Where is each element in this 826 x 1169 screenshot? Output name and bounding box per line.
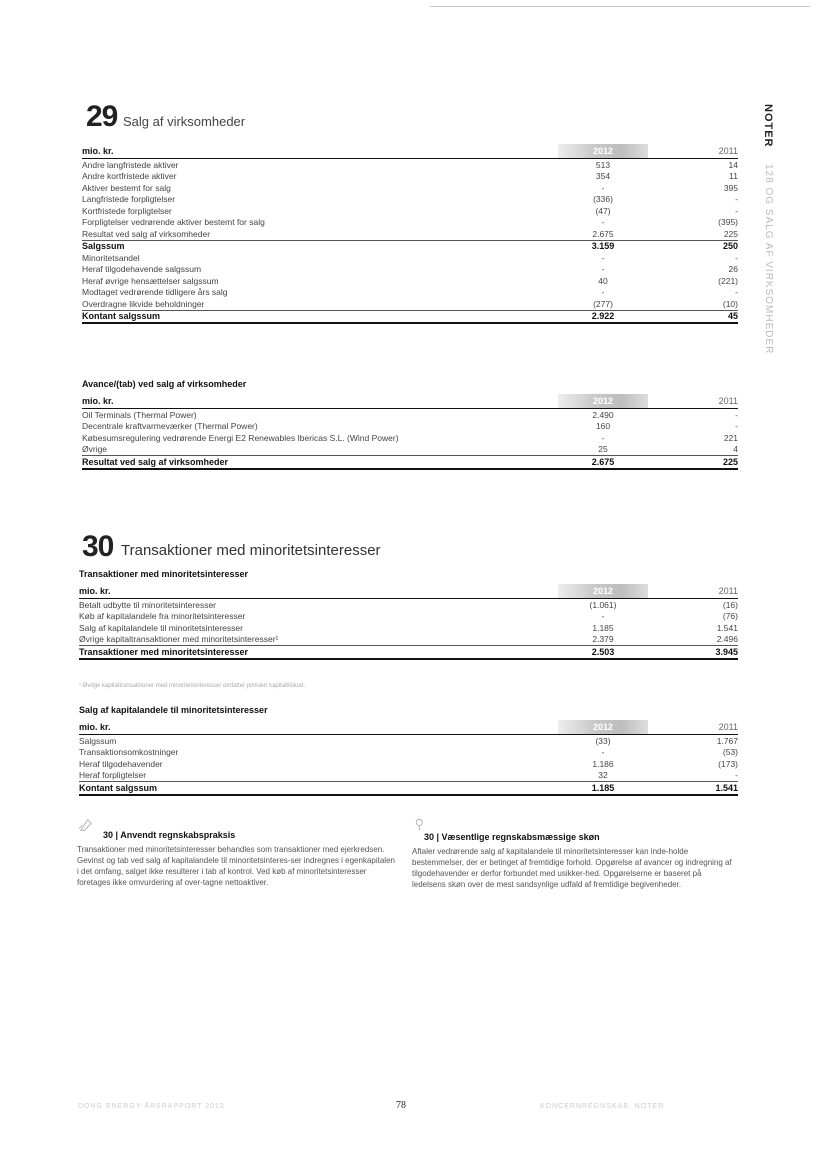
section-30-title: Transaktioner med minoritetsinteresser	[121, 542, 381, 559]
row-label: Andre kortfristede aktiver	[82, 171, 177, 182]
col-gap	[648, 720, 688, 735]
table-row	[82, 159, 738, 171]
col-gap	[648, 205, 688, 217]
value-2011: 14	[728, 159, 738, 170]
row-label: Minoritetsandel	[82, 252, 140, 263]
col-header-2011: 2011	[688, 720, 738, 735]
row-label: Resultat ved salg af virksomheder	[82, 228, 558, 240]
col-gap	[648, 287, 688, 299]
table-row	[79, 611, 738, 623]
value-2012: 2.503	[558, 646, 648, 659]
table-row	[79, 634, 738, 646]
col-gap	[648, 194, 688, 206]
table-header-row	[82, 394, 738, 409]
value-2012: -	[601, 264, 605, 275]
row-label: Modtaget vedrørende tidligere års salg	[82, 287, 228, 298]
col-gap	[648, 782, 688, 795]
value-2012: -	[601, 611, 605, 622]
row-label: Transaktioner med minoritetsinteresser	[79, 646, 558, 659]
table-sales-of-businesses	[82, 144, 738, 324]
col-gap	[648, 159, 688, 171]
col-gap	[648, 394, 688, 409]
value-2011: (221)	[718, 275, 738, 286]
col-gap	[648, 144, 688, 159]
col-gap	[648, 634, 688, 646]
value-2012: -	[601, 217, 605, 228]
table-row	[79, 646, 738, 659]
col-gap	[648, 421, 688, 433]
table-row	[82, 310, 738, 323]
value-2011: (53)	[722, 747, 738, 758]
value-2011: 3.945	[688, 646, 738, 659]
col-gap	[648, 444, 688, 456]
value-2011: 250	[722, 241, 738, 252]
note-right-title: 30 | Væsentlige regnskabsmæssige skøn	[424, 832, 600, 842]
col-gap	[648, 584, 688, 599]
row-label: Langfristede forpligtelser	[82, 194, 176, 205]
section-29-number: 29	[86, 100, 118, 133]
value-2012: (336)	[593, 194, 613, 205]
col-header-2012: 2012	[558, 720, 648, 735]
table-header-row	[79, 584, 738, 599]
value-2011: (76)	[722, 611, 738, 622]
value-2011: 225	[688, 456, 738, 469]
table-row	[82, 421, 738, 433]
col-gap	[648, 264, 688, 276]
col-gap	[648, 217, 688, 229]
value-2011: -	[735, 287, 738, 298]
value-2012: 1.185	[592, 622, 614, 633]
value-2011: 45	[688, 310, 738, 323]
col-gap	[648, 252, 688, 264]
row-label: Kontant salgssum	[82, 310, 558, 323]
value-2011: 1.541	[716, 622, 738, 633]
col-header-2011: 2011	[688, 144, 738, 159]
value-2012: (47)	[595, 205, 611, 216]
table-row	[82, 409, 738, 421]
value-2012: 513	[595, 159, 611, 170]
note-right-body: Aftaler vedrørende salg af kapitalandele til minoritetsinteresser kan inde-holde bestemmelser, der er betinget af fremtidige forhold. Opgørelse af avancer og indregning af tilgodehavender er derfor forbundet med usikker-hed. Opgørelserne er baseret på ledelsens skøn over de mest sandsynlige udfald af fremtidige begivenheder.	[412, 847, 732, 889]
col-gap	[648, 758, 688, 770]
table-row	[82, 287, 738, 299]
table-sale-shares	[79, 720, 738, 796]
note-left-title: 30 | Anvendt regnskabspraksis	[103, 830, 236, 840]
col-gap	[648, 409, 688, 421]
value-2012: -	[601, 432, 605, 443]
table-gain-title: Avance/(tab) ved salg af virksomheder	[82, 379, 247, 389]
col-header-label: mio. kr.	[82, 144, 558, 159]
value-2012: 40	[598, 275, 608, 286]
table-row	[82, 432, 738, 444]
row-label: Heraf tilgodehavender	[79, 758, 163, 769]
table-row	[82, 194, 738, 206]
row-label: Heraf øvrige hensættelser salgssum	[82, 275, 219, 286]
row-label: Transaktionsomkostninger	[79, 747, 179, 758]
col-gap	[648, 171, 688, 183]
col-header-2011: 2011	[688, 394, 738, 409]
row-label: Øvrige kapitaltransaktioner med minoritetsinteresser¹	[79, 634, 558, 646]
value-2011: -	[735, 194, 738, 205]
col-gap	[648, 298, 688, 310]
table-row	[79, 782, 738, 795]
row-label: Salg af kapitalandele til minoritetsinteresser	[79, 622, 243, 633]
value-2012: 25	[558, 444, 648, 456]
col-gap	[648, 275, 688, 287]
row-label: Heraf forpligtelser	[79, 770, 558, 782]
table-row	[79, 622, 738, 634]
value-2012: -	[601, 747, 605, 758]
value-2011: 2.496	[688, 634, 738, 646]
value-2011: (16)	[722, 599, 738, 610]
value-2012: 2.490	[592, 409, 614, 420]
value-2011: -	[735, 205, 738, 216]
value-2012: 32	[558, 770, 648, 782]
col-gap	[648, 770, 688, 782]
col-header-label: mio. kr.	[79, 584, 558, 599]
value-2012: -	[601, 182, 605, 193]
col-header-label: mio. kr.	[82, 394, 558, 409]
col-gap	[648, 432, 688, 444]
value-2011: (395)	[718, 217, 738, 228]
col-gap	[648, 735, 688, 747]
light-bulb-icon	[77, 818, 95, 832]
value-2011: 11	[729, 171, 738, 182]
row-label: Oil Terminals (Thermal Power)	[82, 409, 197, 420]
value-2011: 1.767	[716, 735, 738, 746]
note-left-body: Transaktioner med minoritetsinteresser behandles som transaktioner med ejerkredsen. Gevinst og tab ved salg af kapitalandele til minoritetsinteres-ser indregnes i egenkapitalen i det omfang, salget ikke resulterer i tab af kontrol. Ved køb af minoritetsinteresser foretages ikke omvurdering af over-tagne nettoaktiver.	[77, 845, 395, 887]
value-2012: (277)	[558, 298, 648, 310]
table-row	[82, 444, 738, 456]
row-label: Betalt udbytte til minoritetsinteresser	[79, 599, 217, 610]
table-row	[82, 252, 738, 264]
value-2011: 225	[688, 228, 738, 240]
value-2011: -	[688, 770, 738, 782]
table-row	[79, 735, 738, 747]
table-gain-loss	[82, 394, 738, 470]
row-label: Køb af kapitalandele fra minoritetsinteresser	[79, 611, 246, 622]
col-gap	[648, 611, 688, 623]
magnifier-icon	[412, 818, 430, 832]
row-label: Kontant salgssum	[79, 782, 558, 795]
table-header-row	[79, 720, 738, 735]
value-2011: 26	[728, 264, 738, 275]
table-row	[82, 171, 738, 183]
value-2012: (33)	[595, 735, 611, 746]
table-row	[82, 275, 738, 287]
value-2011: -	[735, 409, 738, 420]
row-label: Øvrige	[82, 444, 558, 456]
row-label: Resultat ved salg af virksomheder	[82, 456, 558, 469]
table-row	[79, 599, 738, 611]
value-2011: (173)	[718, 758, 738, 769]
footer-right: KONCERNREGNSKAB, NOTER	[540, 1103, 665, 1110]
table-row	[82, 182, 738, 194]
col-header-2012: 2012	[558, 394, 648, 409]
table-row	[82, 264, 738, 276]
section-30-number: 30	[82, 530, 114, 563]
value-2012: -	[601, 287, 605, 298]
value-2011: 395	[723, 182, 738, 193]
footnote: ¹ Øvrige kapitaltransaktioner med minoritetsinteresser omfatter primært kapitaltilskud.	[79, 683, 306, 689]
col-gap	[648, 228, 688, 240]
row-label: Købesumsregulering vedrørende Energi E2 Renewables Ibericas S.L. (Wind Power)	[82, 432, 399, 443]
table-row	[79, 758, 738, 770]
value-2011: 221	[723, 432, 738, 443]
row-label: Salgssum	[79, 735, 117, 746]
value-2011: (10)	[688, 298, 738, 310]
footer-left: DONG ENERGY ÅRSRAPPORT 2012	[78, 1103, 225, 1110]
value-2012: 3.159	[591, 241, 615, 252]
table-sale-shares-title: Salg af kapitalandele til minoritetsinteresser	[79, 705, 268, 715]
col-gap	[648, 599, 688, 611]
row-label: Overdragne likvide beholdninger	[82, 298, 558, 310]
top-rule	[430, 6, 810, 7]
row-label: Forpligtelser vedrørende aktiver bestemt for salg	[82, 217, 265, 228]
col-gap	[648, 622, 688, 634]
col-header-2012: 2012	[558, 584, 648, 599]
value-2012: 2.675	[558, 228, 648, 240]
row-label: Heraf tilgodehavende salgssum	[82, 264, 202, 275]
col-gap	[648, 646, 688, 659]
col-gap	[648, 310, 688, 323]
value-2012: -	[601, 252, 605, 263]
row-label: Salgssum	[82, 241, 125, 252]
value-2012: 2.675	[558, 456, 648, 469]
side-rail-sub: 128 OG SALG AF VIRKSOMHEDER	[763, 164, 774, 355]
col-header-label: mio. kr.	[79, 720, 558, 735]
value-2011: 1.541	[688, 782, 738, 795]
value-2012: (1.061)	[589, 599, 617, 610]
section-29-title: Salg af virksomheder	[123, 114, 246, 129]
value-2011: 4	[688, 444, 738, 456]
col-header-2011: 2011	[688, 584, 738, 599]
side-rail-label: NOTER	[762, 104, 774, 148]
row-label: Decentrale kraftvarmeværker (Thermal Power)	[82, 421, 258, 432]
value-2012: 354	[595, 171, 611, 182]
table-header-row	[82, 144, 738, 159]
table-minority-title: Transaktioner med minoritetsinteresser	[79, 569, 249, 579]
col-gap	[648, 182, 688, 194]
col-header-2012: 2012	[558, 144, 648, 159]
table-row	[82, 240, 738, 252]
table-row	[79, 747, 738, 759]
row-label: Aktiver bestemt for salg	[82, 182, 171, 193]
value-2012: 1.185	[558, 782, 648, 795]
table-row	[79, 770, 738, 782]
row-label: Andre langfristede aktiver	[82, 159, 179, 170]
value-2011: -	[735, 252, 738, 263]
table-row	[82, 456, 738, 469]
col-gap	[648, 456, 688, 469]
table-row	[82, 228, 738, 240]
value-2011: -	[735, 421, 738, 432]
table-row	[82, 217, 738, 229]
value-2012: 160	[595, 421, 611, 432]
col-gap	[648, 747, 688, 759]
value-2012: 2.922	[558, 310, 648, 323]
row-label: Kortfristede forpligtelser	[82, 205, 172, 216]
col-gap	[648, 240, 688, 252]
value-2012: 2.379	[558, 634, 648, 646]
table-row	[82, 205, 738, 217]
table-row	[82, 298, 738, 310]
page-number: 78	[396, 1100, 406, 1111]
value-2012: 1.186	[592, 758, 614, 769]
table-minority-transactions	[79, 584, 738, 660]
